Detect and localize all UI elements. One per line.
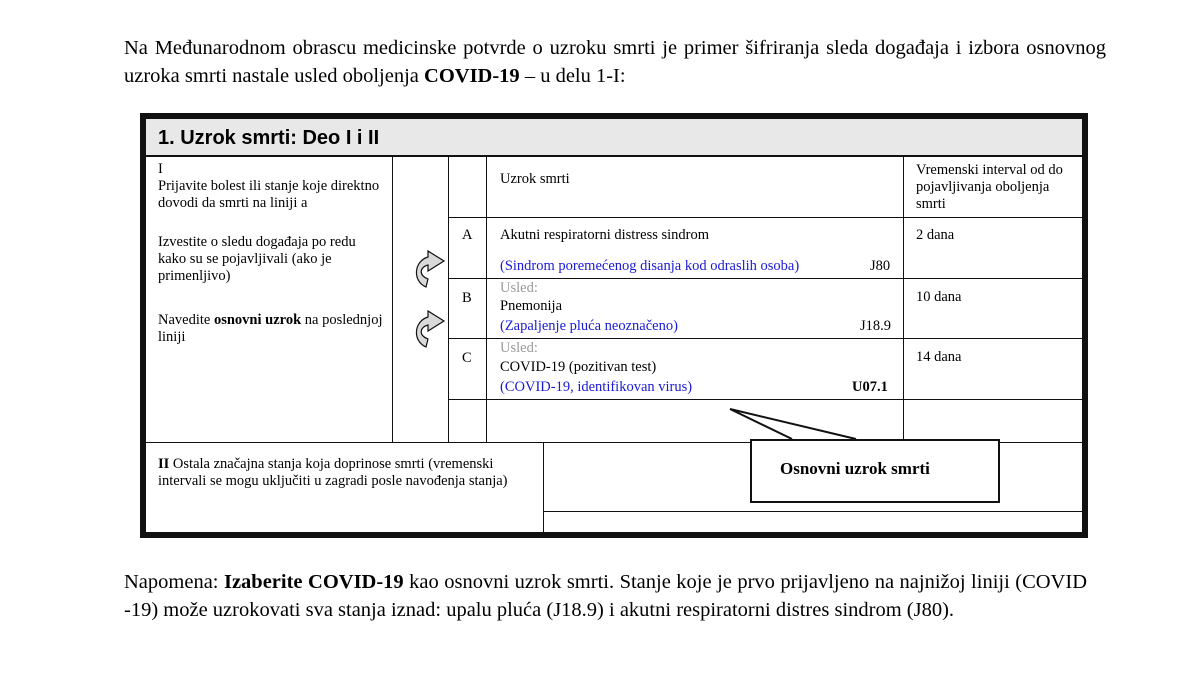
row-a-code: J80 [870,258,891,274]
divider-part2 [543,442,544,532]
instr3-post: na poslednjoj liniji [158,312,383,345]
part2-label: II [158,456,170,472]
underlying-cause-callout: Osnovni uzrok smrti [750,439,1000,503]
row-a-interval: 2 dana [916,227,955,243]
header-interval: Vremenski interval od do pojavljivanja oboljenja smrti [916,162,1063,212]
row-c-classification: (COVID-19, identifikovan virus) [500,379,693,395]
note-bold: Izaberite COVID-19 [223,571,404,593]
row-b-cause: Pnemonija [500,298,563,314]
header-cause: Uzrok smrti [500,171,570,187]
intro-text-2: – u delu 1-I: [519,65,626,87]
row-b-interval: 10 dana [916,289,962,305]
row-line-a [448,278,1082,279]
part2-bottom-line [543,511,1082,512]
row-line-header [448,217,1082,218]
part1-instruction-2: Izvestite o sledu događaja po redu kako su se pojavljivali (ako je primenljivo) [158,234,356,284]
row-line-b [448,338,1082,339]
row-a-classification: (Sindrom poremećenog disanja kod odraslih osoba) [500,258,800,274]
row-line-c [448,399,1082,400]
intro-paragraph [124,34,1106,90]
note-prefix: Napomena: [124,571,224,593]
row-c-cause: COVID-19 (pozitivan test) [500,359,657,375]
curved-arrow-icon [416,251,444,287]
part1-roman: I [158,161,163,177]
row-a-cause: Akutni respiratorni distress sindrom [500,227,710,243]
instr3-pre: Navedite [158,312,214,328]
note-paragraph [124,568,1087,624]
instr3-bold: osnovni uzrok [213,312,302,328]
form-title: 1. Uzrok smrti: Deo I i II [146,119,1082,157]
intro-covid-bold: COVID-19 [424,65,520,87]
note-rest: kao osnovni uzrok smrti. Stanje koje je prvo prijavljeno na najnižoj liniji (COVID -19) može uzrokovati sva stanja iznad: upalu pluća (J18.9) i akutni respiratorni distres sindrom (J80). [124,571,1087,621]
part1-instruction-1: Prijavite bolest ili stanje koje direktno dovodi da smrti na liniji a [158,178,380,211]
row-b-classification: (Zapaljenje pluća neoznačeno) [500,318,678,334]
row-b-code: J18.9 [860,318,892,334]
row-c-usled: Usled: [500,340,538,356]
row-a-letter: A [462,227,473,243]
row-c-code: U07.1 [852,379,888,395]
row-b-usled: Usled: [500,280,538,296]
divider-instructions [392,157,393,442]
row-b-letter: B [462,290,472,306]
part2-text [158,456,533,490]
part1-instruction-3 [158,312,383,346]
part2-description: Ostala značajna stanja koja doprinose smrti (vremenski intervali se mogu uključiti u zagradi posle navođenja stanja) [158,456,508,489]
row-c-interval: 14 dana [916,349,962,365]
sequence-arrows [410,247,450,357]
row-c-letter: C [462,350,472,366]
curved-arrow-icon [416,311,444,347]
death-certificate-form [140,113,1088,538]
intro-text-1: Na Međunarodnom obrascu medicinske potvrde o uzroku smrti je primer šifriranja sleda događaja i izbora osnovnog uzroka smrti nastale usled oboljenja [124,37,1106,87]
